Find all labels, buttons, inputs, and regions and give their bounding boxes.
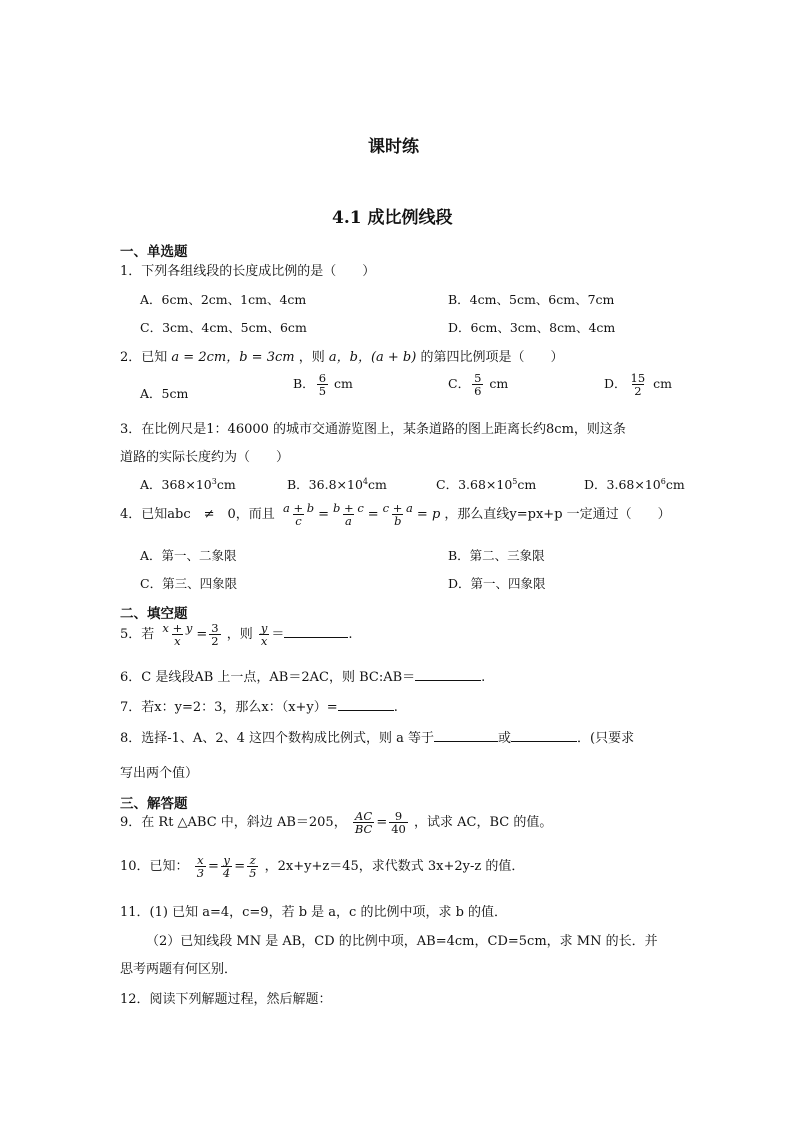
q4-option-b: B．第二、三象限 bbox=[448, 548, 545, 563]
q9-pre: 9．在 Rt △ABC 中，斜边 AB＝205， bbox=[120, 815, 347, 831]
q11-line3: 思考两题有何区别． bbox=[120, 962, 238, 977]
q10-c-den: 5 bbox=[249, 866, 257, 881]
q6-stem bbox=[120, 666, 485, 685]
q7-stem bbox=[120, 696, 398, 715]
q10-c-num: z bbox=[249, 853, 256, 867]
q2-option-c bbox=[448, 372, 508, 397]
q4-option-c: C．第三、四象限 bbox=[140, 576, 238, 591]
q2-c-unit: cm bbox=[489, 376, 509, 392]
q4-f3-den: b bbox=[394, 514, 402, 529]
q2-post: 的第四比例项是（ ） bbox=[420, 350, 564, 365]
q2-option-d bbox=[604, 372, 672, 397]
q5-post: ＝ bbox=[271, 627, 285, 643]
q7-end: . bbox=[393, 700, 398, 715]
q5-f-den: x bbox=[174, 634, 181, 649]
q5-stem: 5．若 $\frac{x + y}{x}$ = $\frac{3}{2}$ ，则 $\frac{y}{x}$ ＝ . bbox=[120, 621, 353, 649]
q2-option-a: A．5cm bbox=[140, 386, 189, 401]
q10-a-den: 3 bbox=[196, 866, 205, 881]
lesson-title: 4.1 成比例线段 bbox=[332, 208, 453, 228]
q4-option-d: D．第一、四象限 bbox=[448, 576, 546, 591]
q2-b-num: 6 bbox=[318, 371, 327, 385]
q8-text: 8．选择-1、A、2、4 这四个数构成比例式，则 a 等于 bbox=[120, 731, 435, 746]
q5-r-den: 2 bbox=[211, 634, 219, 649]
q3-a-base: A．368×10 bbox=[140, 477, 212, 492]
q3-d-exp: 6 bbox=[660, 476, 666, 486]
q3-line2: 道路的实际长度约为（ ） bbox=[120, 450, 290, 465]
q8-mid: 或 bbox=[498, 731, 512, 746]
q3-option-d bbox=[584, 475, 685, 493]
q3-a-exp: 3 bbox=[211, 476, 217, 486]
q2-b-fraction bbox=[317, 372, 328, 397]
q9-stem: 9．在 Rt △ABC 中，斜边 AB＝205， $\frac{AC}{BC}$ = $\frac{9}{40}$ ，试求 AC，BC 的值。 bbox=[120, 809, 553, 837]
q10-b-num: y bbox=[223, 853, 230, 867]
q5-g-den: x bbox=[260, 634, 268, 649]
q2-option-b bbox=[293, 372, 353, 397]
q3-c-unit: cm bbox=[517, 477, 537, 492]
q5-fraction-target bbox=[259, 622, 270, 647]
q4-post: ，那么直线y=px+p 一定通过（ ） bbox=[444, 507, 671, 523]
section-fill-blank: 二、填空题 bbox=[120, 606, 188, 622]
q5-answer-blank[interactable] bbox=[284, 625, 348, 638]
q5-f-num: x + y bbox=[162, 621, 193, 635]
q2-b-label: B． bbox=[293, 376, 315, 392]
q3-b-base: B．36.8×10 bbox=[287, 477, 363, 492]
q10-post: ，2x+y+z＝45，求代数式 3x+2y-z 的值． bbox=[264, 859, 525, 875]
q10-fraction-x bbox=[195, 854, 206, 879]
q1-option-a: A．6cm、2cm、1cm、4cm bbox=[140, 292, 307, 307]
q9-r-num: 9 bbox=[394, 809, 403, 823]
q3-c-exp: 5 bbox=[512, 476, 518, 486]
q11-line1: 11．(1) 已知 a=4，c=9，若 b 是 a，c 的比例中项，求 b 的值． bbox=[120, 905, 508, 920]
q8-stem bbox=[120, 727, 634, 746]
q6-text: 6．C 是线段AB 上一点，AB＝2AC，则 BC:AB＝ bbox=[120, 670, 416, 685]
q8-answer-blank-1[interactable] bbox=[434, 729, 498, 742]
q6-end: . bbox=[481, 670, 486, 685]
q3-option-c bbox=[436, 475, 536, 493]
q2-d-unit: cm bbox=[653, 376, 673, 392]
q2-math2: a，b，(a + b) bbox=[328, 350, 417, 365]
q2-d-fraction bbox=[629, 372, 648, 397]
q3-option-a bbox=[140, 475, 236, 493]
q10-b-den: 4 bbox=[222, 866, 231, 881]
q9-f-den: BC bbox=[354, 822, 373, 837]
q2-c-den: 6 bbox=[474, 384, 482, 399]
q10-stem: 10．已知： $\frac{x}{3}$ = $\frac{y}{4}$ = $\frac{z}{5}$ ，2x+y+z＝45，求代数式 3x+2y-z 的值． bbox=[120, 853, 525, 881]
q2-c-fraction bbox=[472, 372, 483, 397]
q10-fraction-y bbox=[221, 854, 232, 879]
q9-post: ，试求 AC，BC 的值。 bbox=[414, 815, 553, 831]
q2-math: a = 2cm，b = 3cm bbox=[171, 350, 295, 365]
section-single-choice: 一、单选题 bbox=[120, 244, 188, 260]
q2-c-label: C． bbox=[448, 376, 471, 392]
section-answer: 三、解答题 bbox=[120, 796, 188, 812]
q8-end: ．(只要求 bbox=[577, 731, 635, 746]
q9-r-den: 40 bbox=[391, 822, 406, 837]
q3-line1: 3．在比例尺是1：46000 的城市交通游览图上，某条道路的图上距离长约8cm，则这条 bbox=[120, 422, 626, 437]
q5-fraction-rhs bbox=[209, 622, 220, 647]
q4-f3-num: c + a bbox=[382, 501, 413, 515]
q10-a-num: x bbox=[197, 853, 204, 867]
doc-title: 课时练 bbox=[368, 137, 419, 157]
q5-pre: 5．若 bbox=[120, 627, 155, 643]
q2-d-den: 2 bbox=[634, 384, 642, 399]
q4-f1-den: c bbox=[295, 514, 302, 529]
q3-b-exp: 4 bbox=[362, 476, 368, 486]
q4-fraction-3 bbox=[381, 502, 415, 527]
q7-text: 7．若x：y=2：3，那么x：（x+y）= bbox=[120, 700, 338, 715]
q4-fraction-2 bbox=[331, 502, 366, 527]
q9-fraction-lhs bbox=[353, 810, 374, 835]
q1-option-c: C．3cm、4cm、5cm、6cm bbox=[140, 320, 307, 335]
q11-line2: （2）已知线段 MN 是 AB，CD 的比例中项，AB=4cm，CD=5cm，求 MN 的长．并 bbox=[146, 934, 658, 949]
q2-d-num: 15 bbox=[630, 371, 646, 385]
q9-f-num: AC bbox=[355, 809, 373, 823]
q5-g-num: y bbox=[260, 621, 268, 635]
q2-mid: ，则 bbox=[298, 350, 325, 365]
q2-stem bbox=[120, 346, 563, 365]
q3-b-unit: cm bbox=[368, 477, 387, 492]
q5-fraction-lhs bbox=[160, 622, 194, 647]
q1-option-d: D．6cm、3cm、8cm、4cm bbox=[448, 320, 616, 335]
q9-fraction-rhs bbox=[389, 810, 408, 835]
q10-pre: 10．已知： bbox=[120, 859, 189, 875]
q4-fraction-1 bbox=[281, 502, 316, 527]
q4-stem: 4．已知abc ≠ 0，而且 $\frac{a + b}{c}$ = $\frac{b + c}{a}$ = $\frac{c + a}{b}$ = p ，那么直线y=px+p 一定通过（ ） bbox=[120, 501, 671, 529]
q4-f1-num: a + b bbox=[282, 501, 315, 515]
q2-b-unit: cm bbox=[334, 376, 353, 392]
q3-a-unit: cm bbox=[216, 477, 236, 492]
q3-option-b bbox=[287, 475, 387, 493]
q7-answer-blank[interactable] bbox=[338, 698, 394, 711]
q4-f2-num: b + c bbox=[333, 501, 364, 515]
q5-mid: ，则 bbox=[226, 627, 253, 643]
q10-fraction-z bbox=[247, 854, 258, 879]
q4-f2-den: a bbox=[344, 514, 352, 529]
q2-pre: 2．已知 bbox=[120, 350, 168, 365]
q3-d-base: D．3.68×10 bbox=[584, 477, 661, 492]
q5-r-num: 3 bbox=[211, 621, 219, 635]
q2-c-num: 5 bbox=[474, 371, 482, 385]
q3-d-unit: cm bbox=[665, 477, 685, 492]
q3-c-base: C．3.68×10 bbox=[436, 477, 513, 492]
q8-answer-blank-2[interactable] bbox=[511, 729, 577, 742]
q5-end: . bbox=[348, 627, 353, 643]
q1-option-b: B．4cm、5cm、6cm、7cm bbox=[448, 292, 615, 307]
q4-option-a: A．第一、二象限 bbox=[140, 548, 237, 563]
q2-d-label: D． bbox=[604, 376, 627, 392]
q12-stem: 12．阅读下列解题过程，然后解题： bbox=[120, 992, 332, 1007]
q1-stem: 1．下列各组线段的长度成比例的是（ ） bbox=[120, 264, 376, 279]
q6-answer-blank[interactable] bbox=[415, 668, 481, 681]
q8-line2: 写出两个值） bbox=[120, 766, 199, 781]
q4-pre: 4．已知abc ≠ 0，而且 bbox=[120, 507, 275, 523]
q2-b-den: 5 bbox=[318, 384, 327, 399]
q4-eq-p: = p bbox=[416, 507, 441, 523]
